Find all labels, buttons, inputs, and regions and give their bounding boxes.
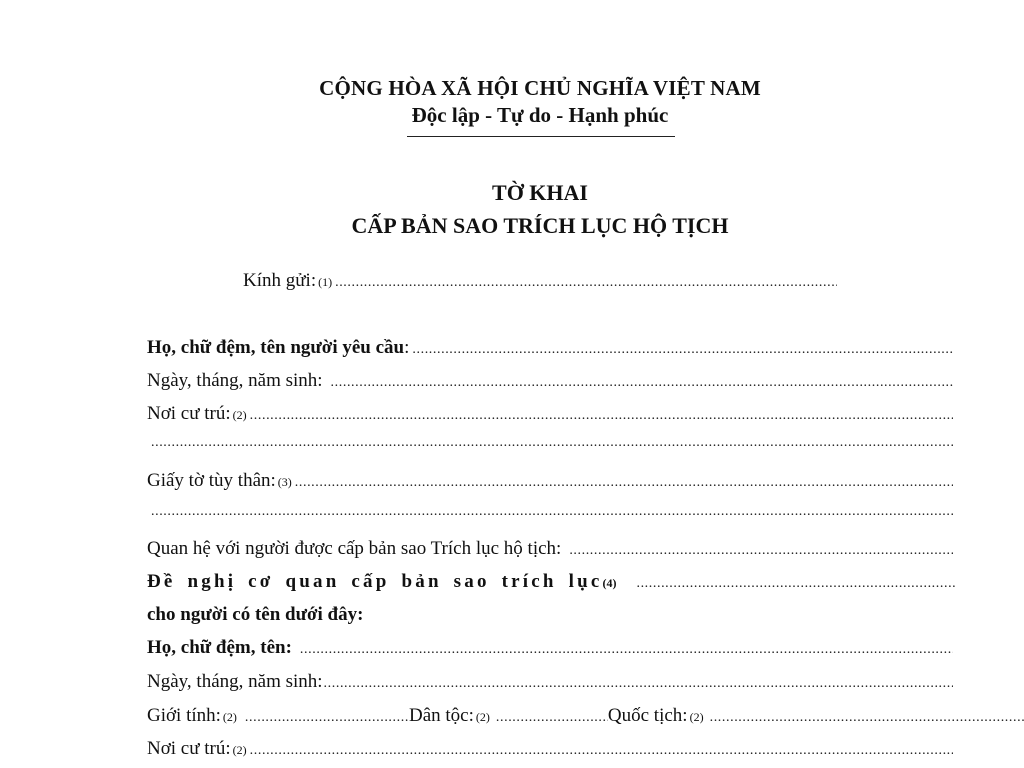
subject-dob-label: Ngày, tháng, năm sinh: <box>147 671 323 692</box>
id-papers-note: (3) <box>277 475 292 489</box>
requester-dob-label: Ngày, tháng, năm sinh: <box>147 370 323 391</box>
ethnicity-fill-line[interactable] <box>496 711 608 725</box>
subject-residence-label: Nơi cư trú: <box>147 738 231 759</box>
subject-residence-fill-line[interactable] <box>250 744 953 758</box>
id-papers-row <box>147 470 953 498</box>
gender-note: (2) <box>222 710 237 724</box>
country-heading: CỘNG HÒA XÃ HỘI CHỦ NGHĨA VIỆT NAM <box>319 76 761 100</box>
form-subtitle: CẤP BẢN SAO TRÍCH LỤC HỘ TỊCH <box>351 213 729 238</box>
requester-residence-row-2 <box>151 436 953 464</box>
addressee-note: (1) <box>318 275 333 289</box>
subject-residence-row <box>147 738 953 766</box>
requester-name-colon: : <box>404 337 410 358</box>
requester-residence-fill-line[interactable] <box>250 409 953 423</box>
requester-residence-note: (2) <box>232 408 247 422</box>
nationality-fill-line[interactable] <box>710 711 1024 725</box>
addressee-label: Kính gửi: <box>243 270 317 291</box>
request-note: (4) <box>602 576 617 590</box>
motto-heading: Độc lập - Tự do - Hạnh phúc <box>411 103 669 127</box>
id-papers-fill-line[interactable] <box>295 476 953 490</box>
requester-residence-fill-line-2[interactable] <box>151 436 953 450</box>
requester-name-row <box>147 337 953 365</box>
subject-dob-row <box>147 671 953 699</box>
subject-residence-note: (2) <box>232 743 247 757</box>
gender-group <box>147 705 409 727</box>
gender-fill-line[interactable] <box>245 711 409 725</box>
relationship-label: Quan hệ với người được cấp bản sao Trích lục hộ tịch: <box>147 538 562 559</box>
request-label: Đề nghị cơ quan cấp bản sao trích lục <box>147 571 603 592</box>
subject-name-fill-line[interactable] <box>300 643 953 657</box>
ethnicity-label: Dân tộc: <box>409 705 474 726</box>
id-papers-row-2 <box>151 505 953 533</box>
nationality-note: (2) <box>689 710 704 724</box>
ethnicity-note: (2) <box>475 710 490 724</box>
for-person-row <box>147 604 953 632</box>
request-row <box>147 571 957 599</box>
form-title: TỜ KHAI <box>492 180 588 205</box>
relationship-fill-line[interactable] <box>569 544 953 558</box>
id-papers-label: Giấy tờ tùy thân: <box>147 470 276 491</box>
requester-residence-label: Nơi cư trú: <box>147 403 231 424</box>
requester-name-fill-line[interactable] <box>412 343 953 357</box>
for-person-label: cho người có tên dưới đây: <box>147 604 364 625</box>
nationality-label: Quốc tịch: <box>607 705 688 726</box>
relationship-row <box>147 538 953 566</box>
addressee-row <box>243 270 837 298</box>
nationality-group <box>608 705 1024 727</box>
requester-name-label: Họ, chữ đệm, tên người yêu cầu <box>147 337 405 358</box>
ethnicity-group <box>409 705 608 727</box>
request-fill-line[interactable] <box>636 577 957 591</box>
gender-ethnicity-nationality-row <box>147 705 953 733</box>
requester-dob-row <box>147 370 953 398</box>
requester-residence-row <box>147 403 953 431</box>
id-papers-fill-line-2[interactable] <box>151 505 953 519</box>
header-underline <box>407 136 675 137</box>
gender-label: Giới tính: <box>147 705 221 726</box>
addressee-fill-line[interactable] <box>335 276 837 290</box>
subject-name-row <box>147 637 953 665</box>
subject-dob-fill-line[interactable] <box>324 677 953 691</box>
subject-name-label: Họ, chữ đệm, tên: <box>147 637 292 658</box>
requester-dob-fill-line[interactable] <box>331 376 953 390</box>
